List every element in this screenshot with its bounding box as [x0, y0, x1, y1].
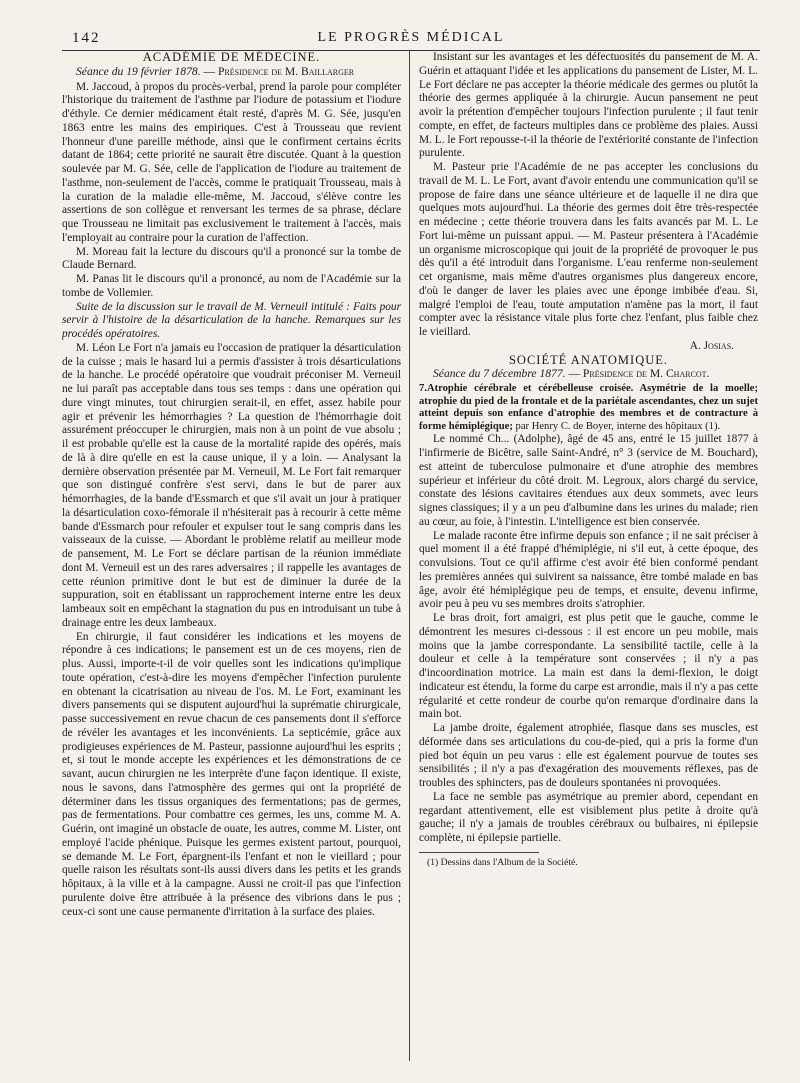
societe-paragraph: Le malade raconte être infirme depuis son enfance ; il ne sait préciser à quel moment il a été frappé d'hémiplégie, ni s'il eut, à cette époque, des convulsions. Tout ce qu'il affirme c'est avoir été bien conformé pendant les premières années qui suivirent sa naissance, être tombé malade en bas âge, avoir été hémiplégique peu de temps, et ensuite, devenu infirme, avoir peu à peu vu ses membres droits s'atrophier. — [419, 529, 758, 611]
academie-session-line — [62, 65, 401, 79]
societe-session-date: Séance du 7 décembre 1877. — [433, 367, 566, 381]
academie-heading: ACADÉMIE DE MÉDECINE. — [142, 51, 321, 64]
observation-author: par Henry C. de Boyer, interne des hôpitaux (1). — [515, 420, 721, 432]
academie-discussion-title: Suite de la discussion sur le travail de M. Verneuil intitulé : Faits pour servir à l'histoire de la désarticulation de la hanche. Remarques sur les procédés opératoires. — [62, 300, 401, 340]
academie-session-date: Séance du 19 février 1878. — [76, 64, 201, 78]
societe-paragraph: Le nommé Ch... (Adolphe), âgé de 45 ans, entré le 15 juillet 1877 à l'infirmerie de Bicêtre, salle Saint-André, n° 3 (service de M. Bouchard), est atteint de tuberculose pulmonaire et d'une atrophie des membres supérieur et inférieur du côté droit. M. Legroux, alors chargé du service, constate des lésions cavitaires étendues aux deux sommets, avec leurs signes classiques; il y a un peu d'albumine dans les urines du malade; rien au cœur, au foie, à l'intestin. L'intelligence est bien conservée. — [419, 433, 758, 528]
societe-paragraph: Le bras droit, fort amaigri, est plus petit que le gauche, comme le démontrent les mesures ci-dessous : il est encore un peu mobile, mais moins que la jambe correspondante. La sensibilité tactile, celle à la douleur et celle à la température sont conservées ; il n'y a pas d'incoordination motrice. La main est dans la demi-flexion, le doigt indicateur est étendu, la forme du carpe est arrondie, mais il n'y a pas cette régularité et cette rondeur de courbe qu'on remarque d'ordinaire dans la main bot. — [419, 612, 758, 721]
left-column — [62, 51, 409, 1061]
academie-paragraph: En chirurgie, il faut considérer les indications et les moyens de répondre à ces indications; le pansement est un de ces moyens, rien de plus. Aussi, importe-t-il de voir quelles sont les indications qu'implique toute opération, c'est-à-dire les moyens d'empêcher l'infection purulente en obtenant la cicatrisation au niveau de l'os. M. Le Fort, examinant les divers pansements qui se disputent aujourd'hui la suprématie chirurgicale, passe successivement en revue chacun de ces pansements dont il s'efforce de révéler les avantages et les inconvénients. La septicémie, grâce aux prodigieuses expériences de M. Pasteur, passionne aujourd'hui les esprits ; et, si tout le monde accepte les expériences et les démonstrations de ce savant, aucun chirurgien ne les interprète d'une façon identique. Il existe, nous le savons, dans l'atmosphère des germes qui ont la propriété de déterminer dans les tissus organiques des fermentations; pas de germes, pas de fermentations. Pour combattre ces germes, les uns, comme M. A. Guérin, ont imaginé un obstacle de ouate, les autres, comme M. Lister, ont employé l'acide phénique. Puisque les germes existent partout, pourquoi, se demande M. Le Fort, épargnent-ils l'enfant et non le vieillard ; pour quelle raison les résultats sont-ils aussi divers dans les petits et les grands hôpitaux, à la ville et à la campagne. Aussi ne croit-il pas que l'infection purulente doive être attribuée à la présence des vibrions dans le pus ; ceux-ci sont une cause permanente d'irritation à la surface des plaies. — [62, 630, 401, 918]
running-head — [62, 28, 760, 51]
journal-title: LE PROGRÈS MÉDICAL — [317, 30, 505, 45]
societe-paragraph: La jambe droite, également atrophiée, flasque dans ses muscles, est déformée dans ses articulations du cou-de-pied, qui a pris la forme d'un pied bot équin un peu varus : elle est également pourvue de toutes ses sensibilités ; il n'y a pas d'exagération des mouvements réflexes, pas de troubles des sphincters, pas de douleurs spontanées ni provoquées. — [419, 722, 758, 790]
right-column — [410, 51, 758, 1061]
observation-title-text: 7.Atrophie cérébrale et cérébelleuse croisée. Asymétrie de la moelle; atrophie du pied de la frontale et de la pariétale ascendantes, chez un sujet atteint depuis son enfance d'atrophie des membres et de contracture à forme hémiplégique; — [419, 383, 758, 432]
academie-signature: A. Josias. — [689, 339, 734, 352]
academie-paragraph: M. Pasteur prie l'Académie de ne pas accepter les conclusions du travail de M. L. Le Fort, avant d'avoir entendu une communication qu'il se propose de faire dans une séance ultérieure et de laquelle il ne dira que quelques mots aujourd'hui. La théorie des germes doit être très-respectée en médecine ; cette théorie trouvera dans les faits avancés par M. L. Le Fort lui-même un puissant appui. — M. Pasteur présentera à l'Académie un organisme microscopique qui jouit de la propriété de provoquer le pus dès qu'il a été introduit dans l'organisme. L'eau renferme non-seulement cet organisme, mais même d'autres organismes plus dangereux encore, d'où le danger de laver les plaies avec une éponge imbibée d'eau. Si, malgré l'emploi de l'eau, toute amputation n'amène pas la mort, il faut compter avec la résistance vitale plus forte chez l'enfant, plus faible chez le vieillard. — [419, 161, 758, 338]
page-number: 142 — [72, 30, 101, 46]
footnote: (1) Dessins dans l'Album de la Société. — [427, 856, 578, 868]
two-column-body — [62, 51, 760, 1061]
academie-session-presidence: — Présidence de M. Baillarger — [203, 64, 355, 78]
societe-heading: SOCIÉTÉ ANATOMIQUE. — [508, 352, 669, 367]
observation-title — [419, 383, 758, 433]
academie-paragraph: Insistant sur les avantages et les défectuosités du pansement de M. A. Guérin et attaquant l'idée et les applications du pansement de Lister, M. L. Le Fort déclare ne pas accepter la théorie médicale des germes ou plutôt la théorie des germes appliquée à la chirurgie. Aucun pansement ne peut avoir la prétention d'empêcher toujours l'infection purulente ; il faut tenir compte, en effet, de facteurs multiples dans ce problème des plaies. Aussi M. L. le Fort repousse-t-il la théorie de l'extériorité constante de l'infection purulente. — [419, 51, 758, 160]
academie-paragraph: M. Jaccoud, à propos du procès-verbal, prend la parole pour compléter l'historique du traitement de l'asthme par l'iodure de potassium et l'iodure d'éthyle. Ce dernier médicament était resté, d'après M. G. Sée, jusqu'en 1863 entre les mains des empiriques. C'est à Trousseau que revient l'honneur d'une pareille méthode, ainsi que le confirment certains écrits datant de 1864; cette priorité ne saurait être discutée. Quant à la question soulevée par M. G. Sée, celle de l'application de l'iodure au traitement de l'asthme, non-seulement de l'accès, comme le pratiquait Trousseau, mais à la curation de la maladie elle-même, M. Jaccoud, s'élève contre les assertions de son collègue et renversant les termes de sa phrase, déclare que Trousseau ne limitait pas exclusivement le traitement à l'accès, mais l'employait au contraire pour la curation de l'affection. — [62, 80, 401, 244]
academie-paragraph: M. Léon Le Fort n'a jamais eu l'occasion de pratiquer la désarticulation de la cuisse ; mais le hasard lui a permis d'assister à trois désarticulations de la hanche. Le procédé opératoire que voudrait préconiser M. Verneuil ne lui paraît pas acceptable dans tous ses temps : dans une opération qui dure vingt minutes, tout chirurgien serait-il, en effet, assez habile pour agir et prévenir les hémorrhagies ? La question de l'hémorrhagie doit assurément préoccuper le chirurgien, mais non à un point de vue absolu ; il est probable qu'elle est la cause de la mortalité rapide des opérés, mais de là à dire qu'elle en est la cause unique, il y a loin. — Analysant la dernière observation présentée par M. Verneuil, M. Le Fort fait remarquer que son distingué confrère s'est servi, dans le but de parer aux hémorrhagies, de la bande d'Essmarch et que s'il avait un jour à pratiquer la désarticulation coxo-fémorale il n'hésiterait pas à recourir à cette même bande d'Essmarch pour refouler et expulser tout le sang compris dans les vaisseaux de la cuisse. — Abordant le problème relatif au meilleur mode de pansement, M. Le Fort se déclare partisan de la réunion immédiate dont M. Verneuil est un des rares adversaires ; il rappelle les avantages de cette réunion primitive dont le but est de diminuer la durée de la suppuration, soit en établissant un rapprochement interne entre les deux lambeaux soit en empêchant la stagnation du pus en introduisant un tube à drainage entre les deux lambeaux. — [62, 341, 401, 629]
societe-session-presidence: — Présidence de M. Charcot. — [568, 367, 710, 381]
societe-paragraph: La face ne semble pas asymétrique au premier abord, cependant en regardant attentivement, elle est visiblement plus petite à droite qu'à gauche; il n'y a jamais de troubles cérébraux ou bulbaires, ni épilepsie complète, ni épilepsie partielle. — [419, 790, 758, 845]
academie-paragraph: M. Moreau fait la lecture du discours qu'il a prononcé sur la tombe de Claude Bernard. — [62, 245, 401, 272]
footnote-rule — [419, 852, 539, 853]
academie-paragraph: M. Panas lit le discours qu'il a prononcé, au nom de l'Académie sur la tombe de Vollemier. — [62, 273, 401, 299]
societe-session-line — [419, 367, 758, 381]
